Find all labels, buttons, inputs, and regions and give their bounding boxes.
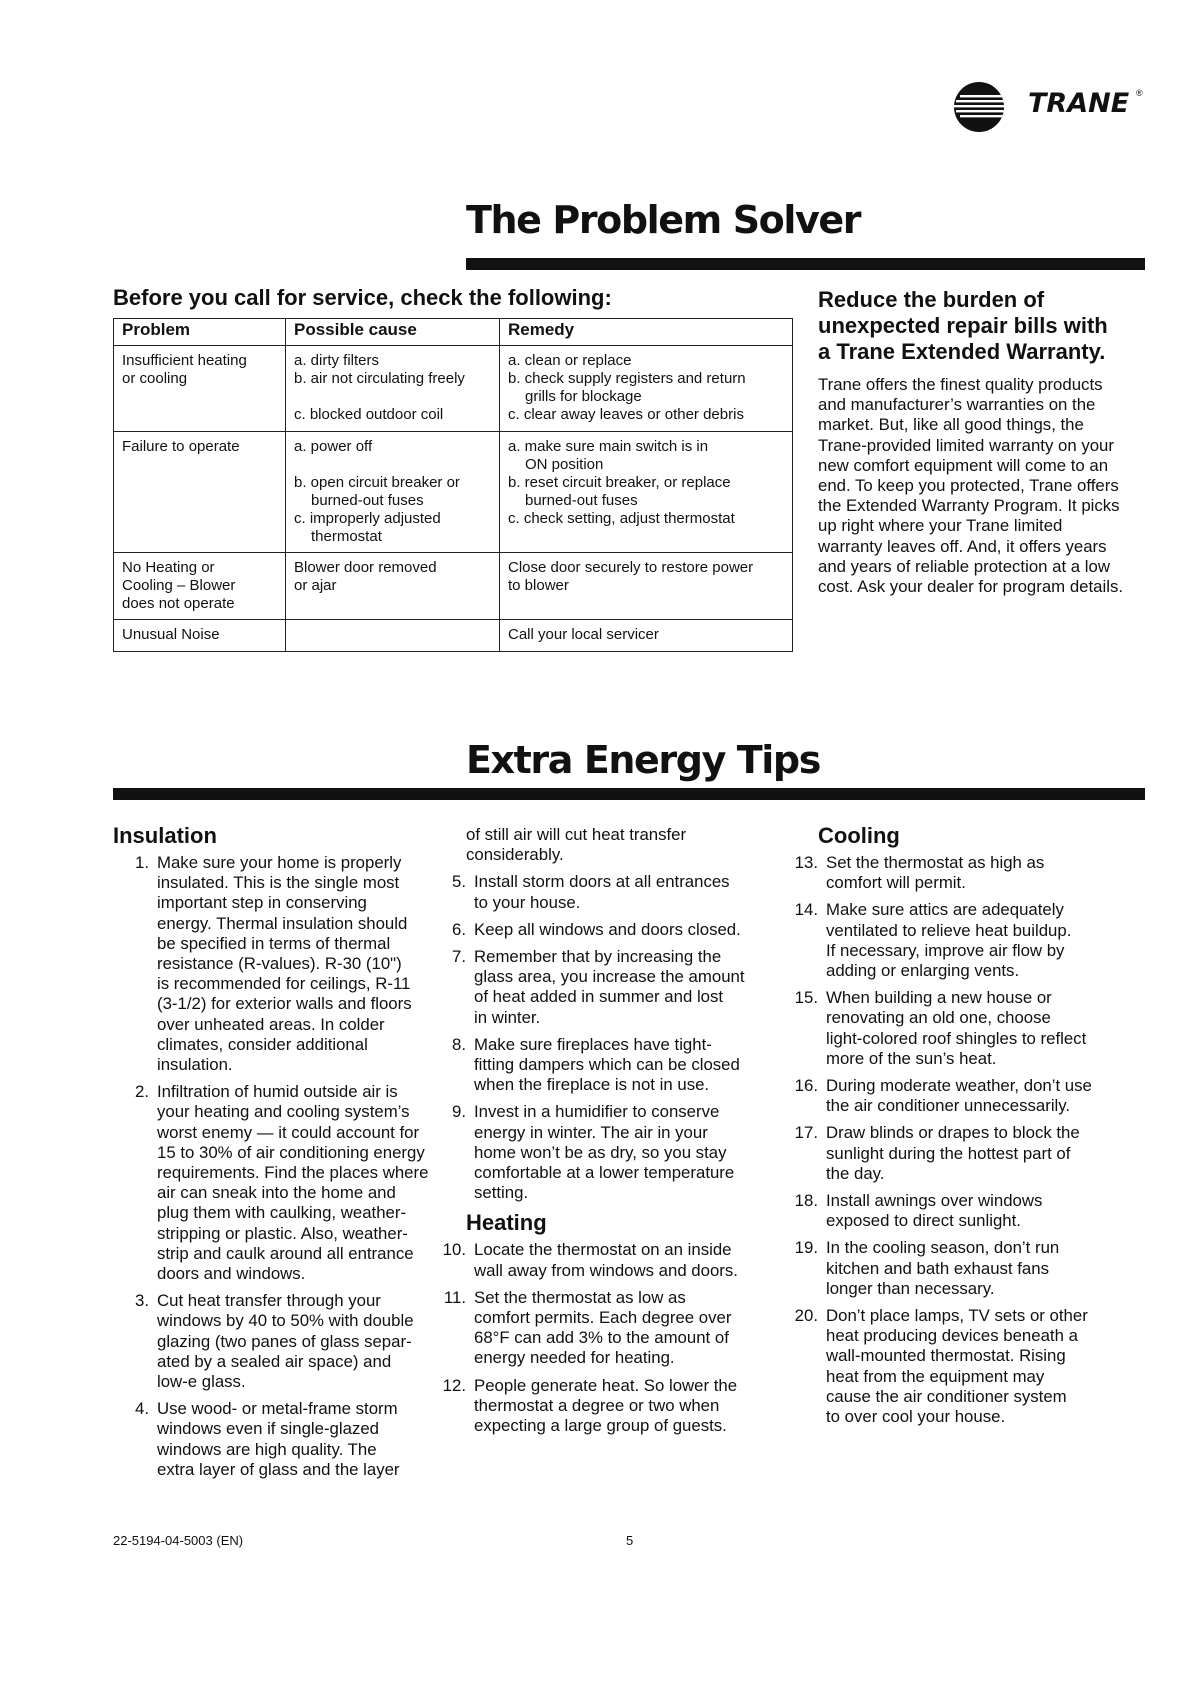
tip-line: Infiltration of humid outside air is <box>157 1082 398 1102</box>
tip-text <box>474 872 796 912</box>
tip-line: exposed to direct sunlight. <box>826 1211 1021 1231</box>
tip-line: fitting dampers which can be closed <box>474 1055 740 1075</box>
remedy-text: c. check setting, adjust thermostat <box>508 510 735 527</box>
remedy-text: to blower <box>508 577 569 594</box>
table-row <box>114 346 793 432</box>
tip-line: Invest in a humidifier to conserve <box>474 1102 720 1122</box>
insulation-tips-list <box>113 853 453 1480</box>
warranty-title-line: a Trane Extended Warranty. <box>818 339 1106 364</box>
tip-line: comfort permits. Each degree over <box>474 1308 732 1328</box>
tip-line: expecting a large group of guests. <box>474 1416 727 1436</box>
tip-text <box>474 1035 796 1096</box>
energy-tips-rule <box>113 788 1145 800</box>
tip-line: Make sure attics are adequately <box>826 900 1064 920</box>
tip-line: longer than necessary. <box>826 1278 995 1298</box>
tip-text <box>157 853 453 1075</box>
trane-logo-icon <box>946 82 1016 132</box>
tip-line: Draw blinds or drapes to block the <box>826 1123 1080 1143</box>
remedy-cell <box>500 620 793 652</box>
tip-line: Cut heat transfer through your <box>157 1291 381 1311</box>
heating-tips-list <box>430 1240 796 1436</box>
tip-line: plug them with caulking, weather- <box>157 1203 407 1223</box>
tip-number: 3. <box>135 1291 149 1311</box>
problem-cell <box>114 620 286 652</box>
tip-line: During moderate weather, don’t use <box>826 1076 1092 1096</box>
tip-line: adding or enlarging vents. <box>826 961 1020 981</box>
warranty-body-line: cost. Ask your dealer for program details. <box>818 577 1123 597</box>
cause-cell <box>286 346 500 432</box>
tip-number: 18. <box>794 1191 818 1211</box>
tip-text <box>157 1399 453 1480</box>
tip-item <box>113 1399 453 1480</box>
warranty-body-line: Trane-provided limited warranty on your <box>818 435 1114 455</box>
insulation-heading: Insulation <box>113 823 217 848</box>
tip-line: Set the thermostat as high as <box>826 853 1045 872</box>
insulation-column <box>113 823 453 1487</box>
tip-item <box>113 1082 453 1284</box>
tip-line: comfort will permit. <box>826 873 966 893</box>
tip-line: wall-mounted thermostat. Rising <box>826 1346 1066 1366</box>
tip-text <box>474 1376 796 1437</box>
remedy-text: a. clean or replace <box>508 352 632 369</box>
tip-line: over unheated areas. In colder <box>157 1014 385 1034</box>
tip-line: In the cooling season, don’t run <box>826 1238 1060 1258</box>
warranty-body-line: up right where your Trane limited <box>818 516 1063 536</box>
tip-line: more of the sun’s heat. <box>826 1048 997 1068</box>
tip-line: important step in conserving <box>157 893 367 913</box>
tip-line: heat producing devices beneath a <box>826 1326 1078 1346</box>
tip-text <box>474 1102 796 1203</box>
tip-line: be specified in terms of thermal <box>157 933 391 953</box>
tip-line: home won’t be as dry, so you stay <box>474 1142 727 1162</box>
problem-cell <box>114 553 286 620</box>
tip-line: to your house. <box>474 892 581 912</box>
tip-line: setting. <box>474 1183 529 1203</box>
tip-item <box>430 947 796 1028</box>
middle-column <box>442 825 796 1443</box>
warranty-body <box>818 375 1148 597</box>
tip-line: to over cool your house. <box>826 1407 1006 1427</box>
cause-text: b. air not circulating freely <box>294 370 465 387</box>
tip-line: strip and caulk around all entrance <box>157 1243 414 1263</box>
table-header-row <box>114 319 793 346</box>
tip-line: wall away from windows and doors. <box>474 1260 738 1280</box>
cause-text: burned-out fuses <box>311 492 424 509</box>
tip-line: extra layer of glass and the layer <box>157 1459 400 1479</box>
cause-text: a. dirty filters <box>294 352 380 369</box>
tip-number: 2. <box>135 1082 149 1102</box>
remedy-text: a. make sure main switch is in <box>508 438 709 455</box>
title-rule <box>466 258 1145 270</box>
warranty-section <box>818 287 1148 597</box>
tip-line: stripping or plastic. Also, weather- <box>157 1223 408 1243</box>
warranty-body-line: market. But, like all good things, the <box>818 415 1084 435</box>
tip-text <box>826 1076 1148 1116</box>
tip-number: 9. <box>452 1102 466 1122</box>
energy-tips-title: Extra Energy Tips <box>466 738 820 782</box>
tip-line: ventilated to relieve heat buildup. <box>826 920 1072 940</box>
table-row <box>114 620 793 652</box>
tip-item <box>782 1238 1148 1299</box>
warranty-body-line: the Extended Warranty Program. It picks <box>818 496 1120 516</box>
tip-line: Locate the thermostat on an inside <box>474 1240 732 1260</box>
tip-number: 6. <box>452 919 466 939</box>
tip-item <box>430 1240 796 1280</box>
page-number: 5 <box>626 1533 634 1548</box>
tip-number: 7. <box>452 947 466 967</box>
tip-text <box>474 1288 796 1369</box>
tip-line: air can sneak into the home and <box>157 1183 396 1203</box>
tip-item <box>782 1123 1148 1184</box>
warranty-body-line: warranty leaves off. And, it offers years <box>818 536 1107 556</box>
tip-item <box>430 1376 796 1437</box>
tip-line: doors and windows. <box>157 1264 306 1284</box>
tip-number: 12. <box>442 1375 466 1395</box>
tip-number: 19. <box>794 1238 818 1258</box>
tip-text <box>826 853 1148 893</box>
cause-text: Blower door removed <box>294 559 437 576</box>
tip-line: climates, consider additional <box>157 1034 368 1054</box>
warranty-title-line: unexpected repair bills with <box>818 313 1108 338</box>
cause-cell <box>286 432 500 553</box>
tip-item <box>430 1035 796 1096</box>
cause-cell <box>286 553 500 620</box>
tip-line: is recommended for ceilings, R-11 <box>157 974 411 994</box>
table-row <box>114 553 793 620</box>
tip-line: People generate heat. So lower the <box>474 1375 738 1395</box>
tip-line: Use wood- or metal-frame storm <box>157 1399 398 1419</box>
tip-item <box>782 853 1148 893</box>
tip-line: of heat added in summer and lost <box>474 987 724 1007</box>
tip-text <box>826 1123 1148 1184</box>
tip-line: energy needed for heating. <box>474 1348 675 1368</box>
tip-line: ated by a sealed air space) and <box>157 1351 392 1371</box>
tip-line: windows are high quality. The <box>157 1439 377 1459</box>
warranty-body-line: Trane offers the finest quality products <box>818 375 1103 394</box>
tip-text <box>826 900 1148 981</box>
header-remedy: Remedy <box>500 319 793 346</box>
tip-item <box>113 1291 453 1392</box>
tip-item <box>782 1306 1148 1427</box>
warranty-body-line: new comfort equipment will come to an <box>818 455 1109 475</box>
tip-item <box>113 853 453 1075</box>
tip-number: 10. <box>442 1240 466 1260</box>
tip-number: 13. <box>794 853 818 872</box>
cause-cell <box>286 620 500 652</box>
cause-text: c. improperly adjusted <box>294 510 441 527</box>
remedy-cell <box>500 432 793 553</box>
remedy-text: b. reset circuit breaker, or replace <box>508 474 731 491</box>
tip-line: glazing (two panes of glass separ- <box>157 1331 412 1351</box>
tip-item <box>430 1102 796 1203</box>
tip-item <box>782 988 1148 1069</box>
problem-text: Insufficient heating <box>122 352 247 369</box>
cause-text: thermostat <box>311 528 382 545</box>
tip-item <box>782 1191 1148 1231</box>
tip-line: Set the thermostat as low as <box>474 1287 686 1307</box>
tip-item <box>430 920 796 940</box>
problem-cell <box>114 432 286 553</box>
tip-line: cause the air conditioner system <box>826 1386 1067 1406</box>
cooling-column <box>794 823 1148 1434</box>
tip-line: requirements. Find the places where <box>157 1163 429 1183</box>
remedy-text: burned-out fuses <box>525 492 638 509</box>
warranty-body-line: and manufacturer’s warranties on the <box>818 395 1096 415</box>
continuation-line: considerably. <box>466 845 564 865</box>
doc-number: 22-5194-04-5003 (EN) <box>113 1533 244 1548</box>
tip-item <box>430 1288 796 1369</box>
remedy-cell <box>500 346 793 432</box>
cause-text: a. power off <box>294 438 373 455</box>
warranty-title <box>818 287 1148 365</box>
warranty-title-line: Reduce the burden of <box>818 287 1045 312</box>
tip-line: glass area, you increase the amount <box>474 967 745 987</box>
tip-text <box>474 1240 796 1280</box>
tip-number: 15. <box>794 988 818 1008</box>
tip-line: resistance (R-values). R-30 (10") <box>157 954 402 974</box>
tip-line: comfortable at a lower temperature <box>474 1163 735 1183</box>
tip-line: the air conditioner unnecessarily. <box>826 1096 1071 1116</box>
tip-text <box>474 947 796 1028</box>
continuation-line: of still air will cut heat transfer <box>466 825 687 844</box>
remedy-text: Close door securely to restore power <box>508 559 754 576</box>
heating-heading: Heating <box>466 1210 547 1236</box>
tip-item <box>782 1076 1148 1116</box>
tip-number: 17. <box>794 1123 818 1143</box>
tip-line: If necessary, improve air flow by <box>826 940 1065 960</box>
cooling-tips-list <box>782 853 1148 1427</box>
brand-name: TRANE <box>1028 88 1130 119</box>
tip-line: Don’t place lamps, TV sets or other <box>826 1306 1088 1326</box>
problem-text: or cooling <box>122 370 188 387</box>
tip-line: Install storm doors at all entrances <box>474 872 730 892</box>
tip-line: when the fireplace is not in use. <box>474 1075 710 1095</box>
remedy-cell <box>500 553 793 620</box>
remedy-text: grills for blockage <box>525 388 642 405</box>
tip-text <box>826 988 1148 1069</box>
tip-line: light-colored roof shingles to reflect <box>826 1028 1087 1048</box>
warranty-body-line: end. To keep you protected, Trane offers <box>818 476 1119 496</box>
cause-text: b. open circuit breaker or <box>294 474 460 491</box>
tip-number: 16. <box>794 1076 818 1096</box>
tip-line: sunlight during the hottest part of <box>826 1143 1071 1163</box>
tip-number: 20. <box>794 1306 818 1326</box>
tip-line: Make sure fireplaces have tight- <box>474 1034 712 1054</box>
tip-line: Install awnings over windows <box>826 1191 1043 1211</box>
tip-line: When building a new house or <box>826 988 1052 1008</box>
remedy-text: b. check supply registers and return <box>508 370 746 387</box>
problem-text: No Heating or <box>122 559 215 576</box>
tip-text <box>826 1191 1148 1231</box>
tip-line: low-e glass. <box>157 1372 246 1392</box>
tip-line: Keep all windows and doors closed. <box>474 919 741 939</box>
tip-line: your heating and cooling system’s <box>157 1102 410 1122</box>
tip-line: in winter. <box>474 1007 541 1027</box>
tip-number: 1. <box>135 853 149 872</box>
tip-number: 8. <box>452 1034 466 1054</box>
tip-text <box>157 1082 453 1284</box>
tip-number: 5. <box>452 872 466 892</box>
tip-4-continuation <box>430 825 796 865</box>
tip-line: worst enemy — it could account for <box>157 1122 420 1142</box>
problem-text: Failure to operate <box>122 438 240 455</box>
tip-text <box>474 920 796 940</box>
problem-solver-title: The Problem Solver <box>466 198 861 242</box>
tip-line: kitchen and bath exhaust fans <box>826 1258 1049 1278</box>
tip-line: 68°F can add 3% to the amount of <box>474 1328 729 1348</box>
tip-line: Remember that by increasing the <box>474 947 722 967</box>
tip-text <box>826 1238 1148 1299</box>
tip-line: the day. <box>826 1163 885 1183</box>
tip-item <box>782 900 1148 981</box>
middle-tips-list <box>430 872 796 1203</box>
problem-solver-subtitle: Before you call for service, check the following: <box>113 285 612 310</box>
header-possible-cause: Possible cause <box>286 319 500 346</box>
tip-text <box>826 1306 1148 1427</box>
remedy-text: c. clear away leaves or other debris <box>508 406 744 423</box>
problem-text: Cooling – Blower <box>122 577 236 594</box>
tip-number: 4. <box>135 1399 149 1419</box>
tip-line: renovating an old one, choose <box>826 1008 1051 1028</box>
remedy-text: ON position <box>525 456 604 473</box>
tip-line: windows by 40 to 50% with double <box>157 1311 414 1331</box>
tip-line: insulated. This is the single most <box>157 873 400 893</box>
tip-line: windows even if single-glazed <box>157 1419 380 1439</box>
problem-text: does not operate <box>122 595 235 612</box>
tip-line: energy in winter. The air in your <box>474 1122 708 1142</box>
tip-number: 14. <box>794 900 818 920</box>
cause-text: c. blocked outdoor coil <box>294 406 444 423</box>
tip-line: insulation. <box>157 1055 233 1075</box>
tip-line: thermostat a degree or two when <box>474 1395 720 1415</box>
tip-line: energy. Thermal insulation should <box>157 913 408 933</box>
tip-item <box>430 872 796 912</box>
registered-mark: ® <box>1136 88 1143 98</box>
tip-line: 15 to 30% of air conditioning energy <box>157 1142 425 1162</box>
tip-line: heat from the equipment may <box>826 1366 1045 1386</box>
table-row <box>114 432 793 553</box>
warranty-body-line: and years of reliable protection at a low <box>818 556 1110 576</box>
problem-solver-table <box>113 318 793 652</box>
tip-line: Make sure your home is properly <box>157 853 402 872</box>
cooling-heading: Cooling <box>818 823 900 848</box>
problem-text: Unusual Noise <box>122 626 220 643</box>
tip-line: (3-1/2) for exterior walls and floors <box>157 994 412 1014</box>
tip-text <box>157 1291 453 1392</box>
problem-cell <box>114 346 286 432</box>
remedy-text: Call your local servicer <box>508 626 659 643</box>
tip-number: 11. <box>443 1287 466 1307</box>
trane-logo <box>946 82 1146 132</box>
cause-text: or ajar <box>294 577 337 594</box>
header-problem: Problem <box>114 319 286 346</box>
